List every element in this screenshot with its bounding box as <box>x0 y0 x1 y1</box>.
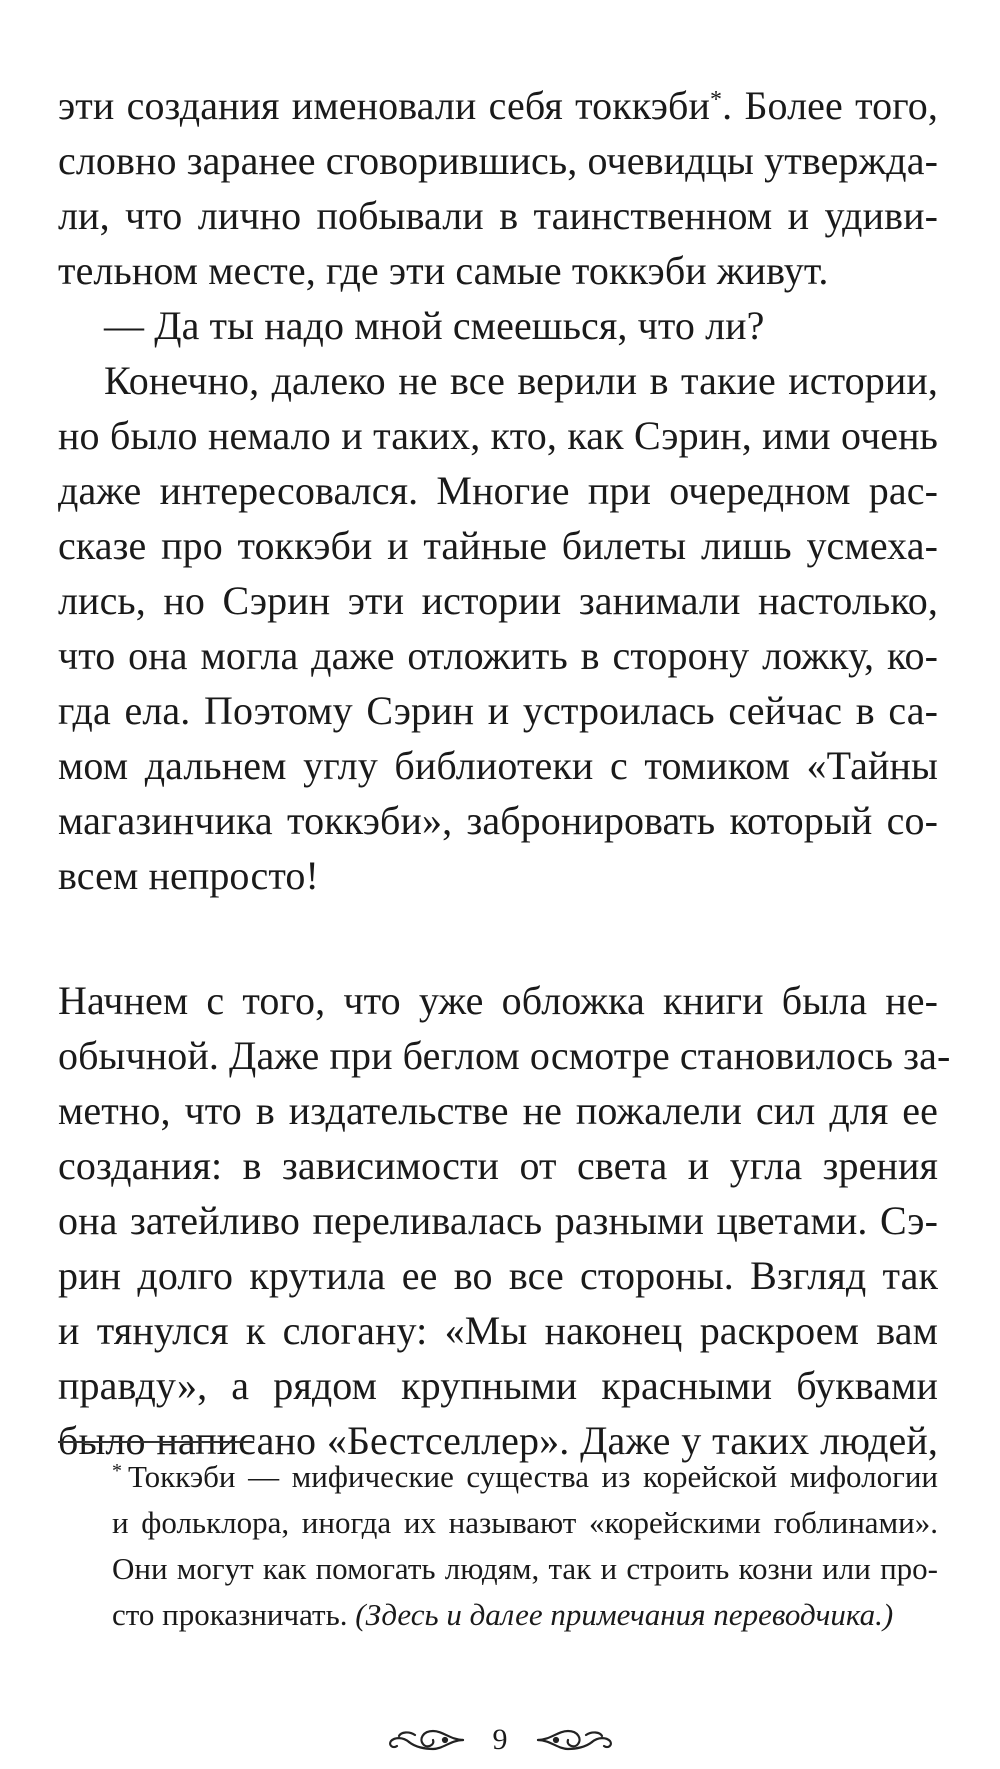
footnote-line: и фольклора, иногда их называют «корейскими гоблинами». <box>112 1505 938 1540</box>
translator-note: (Здесь и далее примечания переводчика.) <box>355 1597 894 1632</box>
text-line: сказе про токкэби и тайные билеты лишь усмеха- <box>58 523 938 568</box>
text-line: — Да ты надо мной смеешься, что ли? <box>104 303 765 348</box>
text-line: словно заранее сговорившись, очевидцы утвержда- <box>58 138 938 183</box>
text-line: магазинчика токкэби», забронировать который со- <box>58 798 938 843</box>
text-line: и тянулся к слогану: «Мы наконец раскроем вам <box>58 1308 938 1353</box>
text-line: но было немало и таких, кто, как Сэрин, ими очень <box>58 413 938 458</box>
section-break <box>58 903 938 973</box>
ornament-right-icon <box>536 1725 616 1755</box>
text-line: рин долго крутила ее во все стороны. Взгляд так <box>58 1253 938 1298</box>
footnote-line: Они могут как помогать людям, так и строить козни или про- <box>112 1551 938 1586</box>
text-line: даже интересовался. Многие при очередном рас- <box>58 468 938 513</box>
footnote-line: * Токкэби — мифические существа из корейской мифологии <box>112 1459 938 1494</box>
text-line: было написано «Бестселлер». Даже у таких людей, <box>58 1418 938 1463</box>
text-line: она затейливо переливалась разными цветами. Сэ- <box>58 1198 938 1243</box>
text-line: Начнем с того, что уже обложка книги была не- <box>58 978 938 1023</box>
text-line: гда ела. Поэтому Сэрин и устроилась сейчас в са- <box>58 688 938 733</box>
ornament-left-icon <box>385 1725 465 1755</box>
text-line: эти создания именовали себя токкэби*. Более того, <box>58 83 938 128</box>
text-line: создания: в зависимости от света и угла зрения <box>58 1143 938 1188</box>
text-line: мом дальнем углу библиотеки с томиком «Тайны <box>58 743 938 788</box>
footnote-marker: * <box>112 1460 122 1482</box>
text-line: ли, что лично побывали в таинственном и удиви- <box>58 193 938 238</box>
footnote <box>58 1454 938 1638</box>
footnote-line: сто проказничать. (Здесь и далее примечания переводчика.) <box>112 1597 894 1632</box>
text-line: обычной. Даже при беглом осмотре становилось за- <box>58 1033 951 1078</box>
text-line: Конечно, далеко не все верили в такие истории, <box>104 358 938 403</box>
page-number: 9 <box>492 1723 508 1757</box>
text-line: правду», а рядом крупными красными буквами <box>58 1363 938 1408</box>
text-line: лись, но Сэрин эти истории занимали настолько, <box>58 578 938 623</box>
text-line: что она могла даже отложить в сторону ложку, ко- <box>58 633 938 678</box>
footnote-rule <box>58 1441 254 1443</box>
footnote-marker: * <box>710 87 723 113</box>
page-footer <box>0 1718 1000 1758</box>
main-text <box>58 78 951 1468</box>
text-line: тельном месте, где эти самые токкэби живут. <box>58 248 829 293</box>
text-line: метно, что в издательстве не пожалели сил для ее <box>58 1088 938 1133</box>
text-line: всем непросто! <box>58 853 319 898</box>
